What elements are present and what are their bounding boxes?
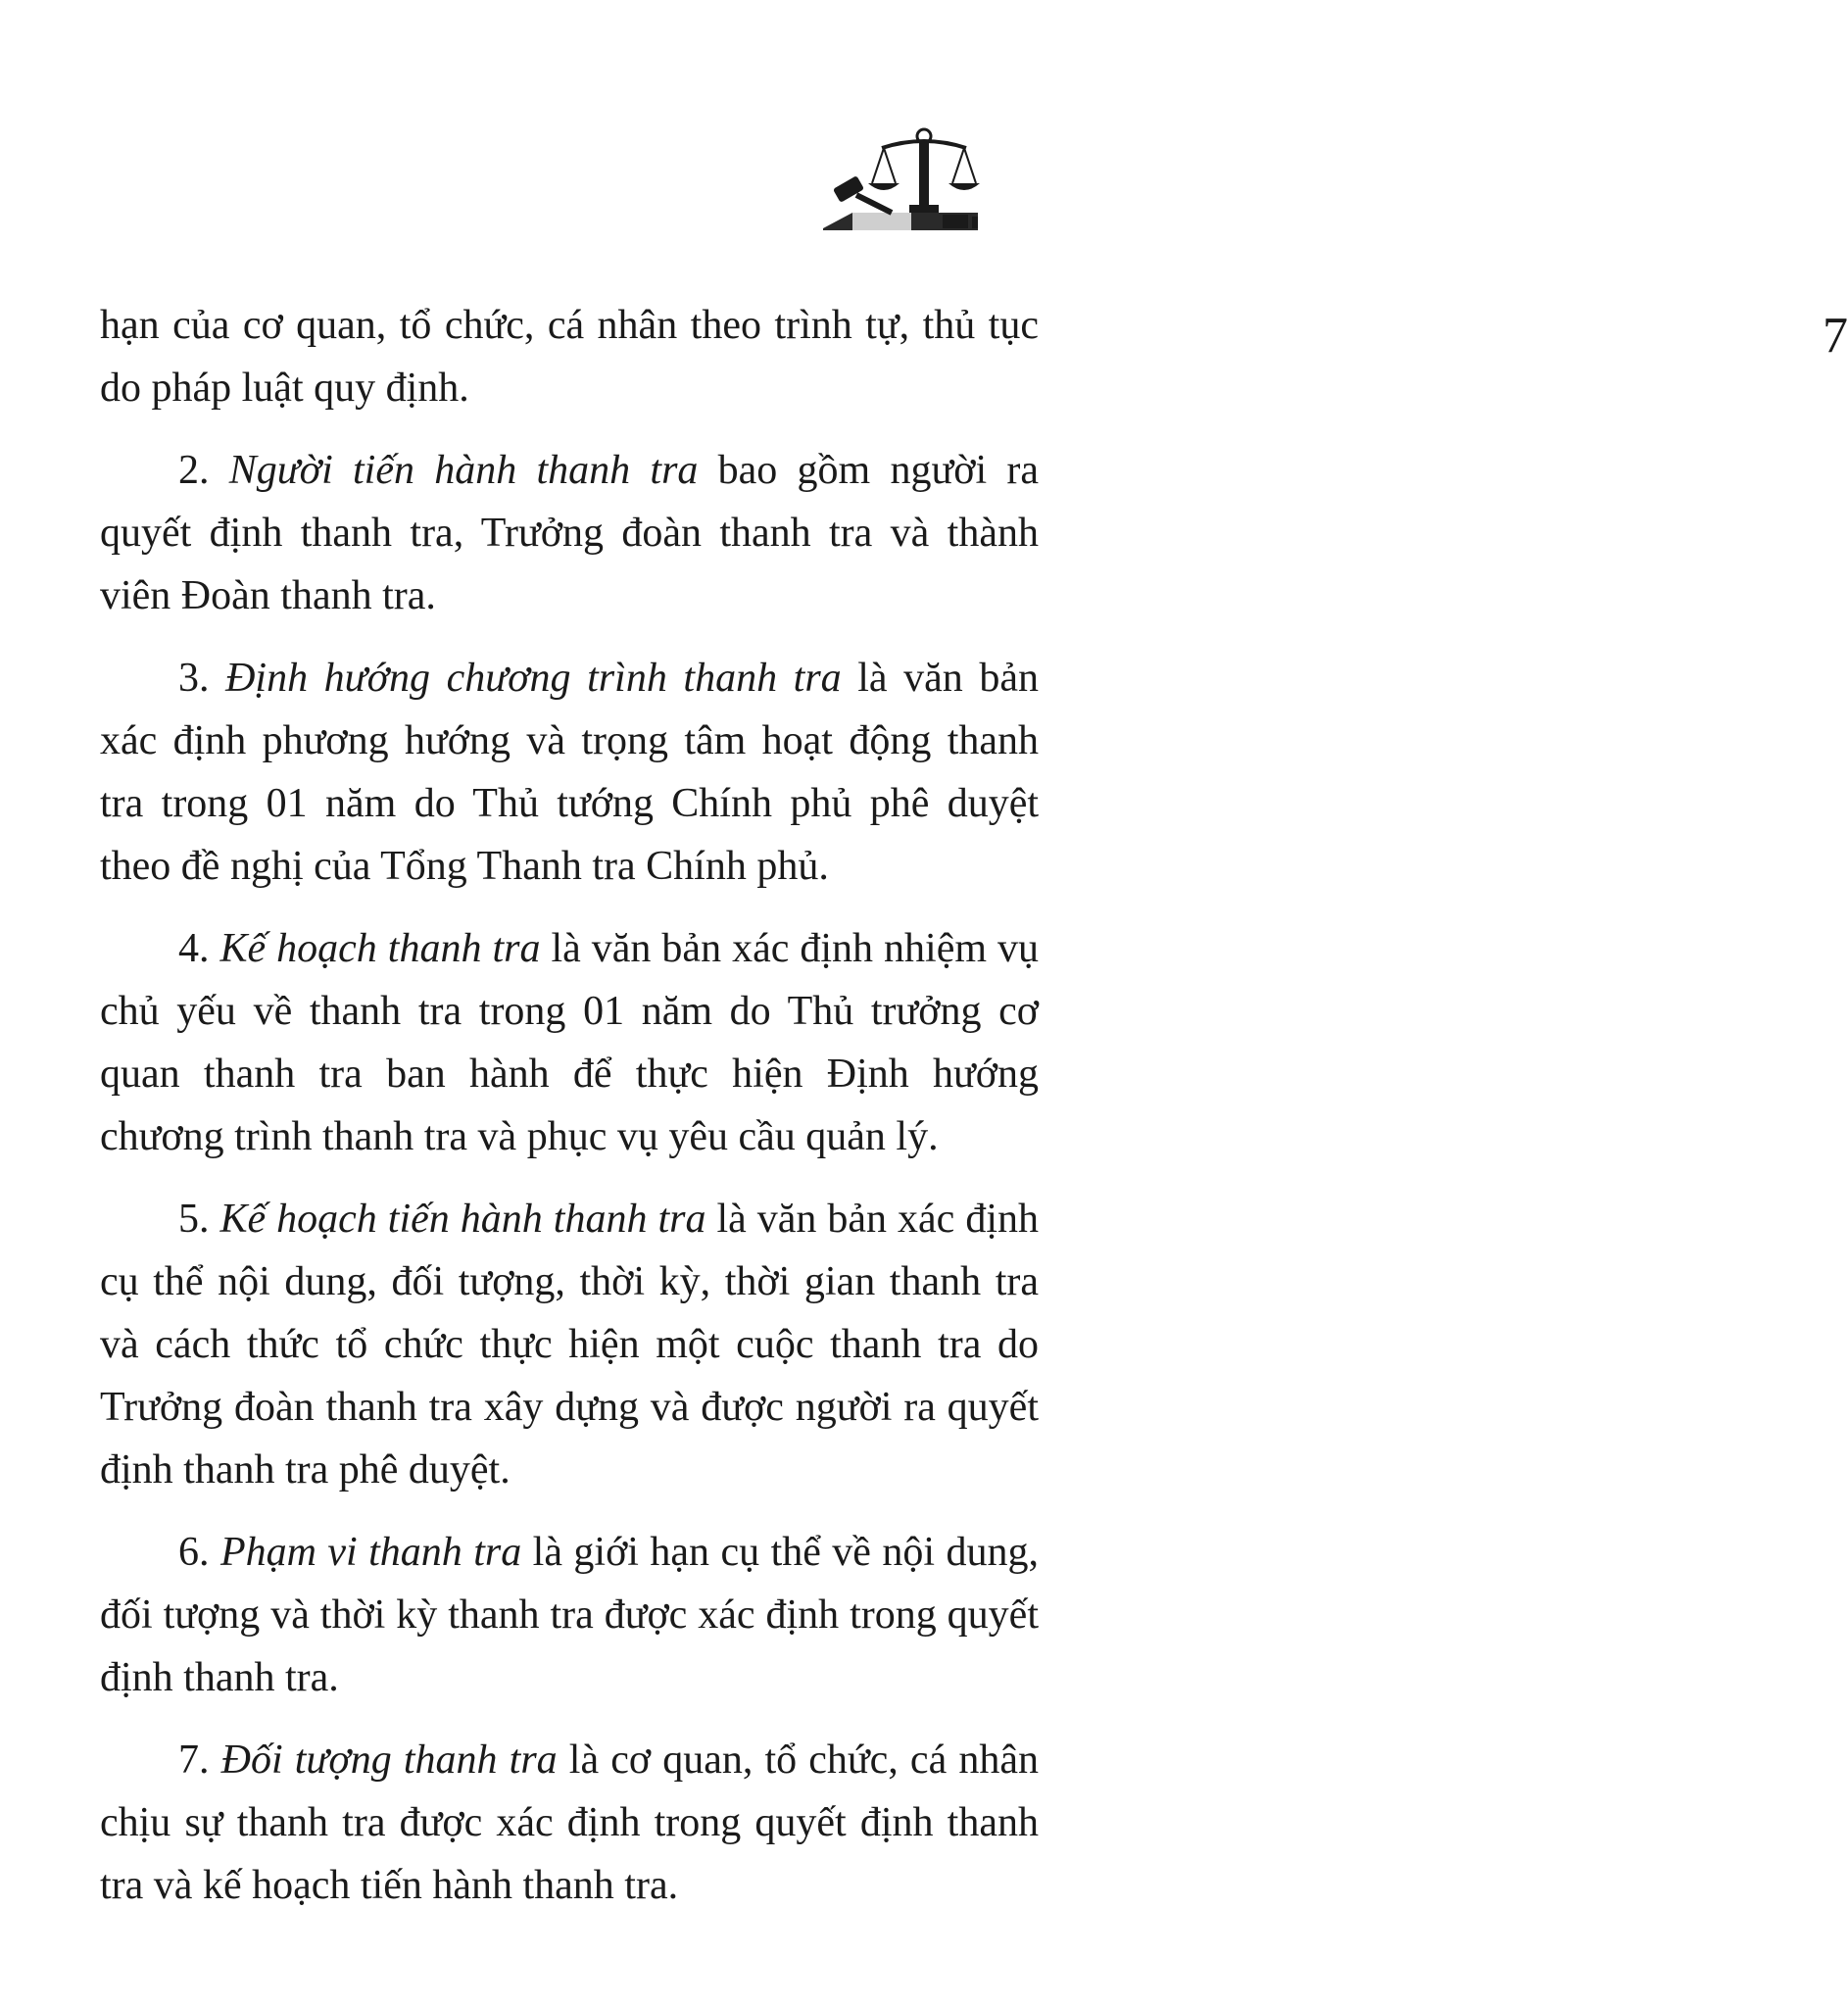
body-text: [100, 294, 1039, 1936]
paragraph-text: hạn của cơ quan, tổ chức, cá nhân theo trình tự, thủ tục do pháp luật quy định.: [100, 303, 1039, 411]
defined-term: Kế hoạch thanh tra: [219, 926, 541, 971]
paragraph-number: 2.: [178, 448, 229, 493]
paragraph-definition-5: [100, 1188, 1039, 1501]
defined-term: Kế hoạch tiến hành thanh tra: [219, 1197, 706, 1242]
defined-term: Người tiến hành thanh tra: [228, 448, 699, 493]
paragraph-number: 4.: [178, 926, 220, 971]
paragraph-definition-3: [100, 647, 1039, 898]
defined-term: Định hướng chương trình thanh tra: [225, 656, 842, 701]
paragraph-number: 6.: [178, 1530, 220, 1575]
paragraph-definition-6: [100, 1521, 1039, 1709]
defined-term: Phạm vi thanh tra: [219, 1530, 522, 1575]
paragraph-text: bao gồm người ra quyết định thanh tra, Trưởng đoàn thanh tra và thành viên Đoàn thanh tra.: [100, 448, 1039, 618]
paragraph-number: 3.: [178, 656, 226, 701]
paragraph-definition-4: [100, 917, 1039, 1168]
paragraph-text: là giới hạn cụ thể về nội dung, đối tượng và thời kỳ thanh tra được xác định trong quyết định thanh tra.: [100, 1530, 1039, 1700]
paragraph-number: 7.: [178, 1738, 221, 1783]
paragraph-number: 5.: [178, 1197, 220, 1242]
page-header: [813, 122, 1848, 364]
paragraph-text: là cơ quan, tổ chức, cá nhân chịu sự thanh tra được xác định trong quyết định thanh tra và kế hoạch tiến hành thanh tra.: [100, 1738, 1039, 1908]
paragraph-definition-2: [100, 439, 1039, 627]
page-number: 7: [1823, 308, 1848, 364]
scales-and-gavel-icon: [813, 122, 990, 240]
paragraph-text: là văn bản xác định phương hướng và trọng tâm hoạt động thanh tra trong 01 năm do Thủ tướng Chính phủ phê duyệt theo đề nghị của Tổng Thanh tra Chính phủ.: [100, 656, 1040, 889]
defined-term: Đối tượng thanh tra: [220, 1738, 558, 1783]
paragraph-text: là văn bản xác định cụ thể nội dung, đối tượng, thời kỳ, thời gian thanh tra và cách thức tổ chức thực hiện một cuộc thanh tra do Trưởng đoàn thanh tra xây dựng và được người ra quyết định thanh tra phê duyệt.: [100, 1197, 1039, 1493]
paragraph-text: là văn bản xác định nhiệm vụ chủ yếu về thanh tra trong 01 năm do Thủ trưởng cơ quan thanh tra ban hành để thực hiện Định hướng chương trình thanh tra và phục vụ yêu cầu quản lý.: [100, 926, 1039, 1159]
paragraph-continuation: [100, 294, 1039, 419]
paragraph-definition-7: [100, 1729, 1039, 1917]
